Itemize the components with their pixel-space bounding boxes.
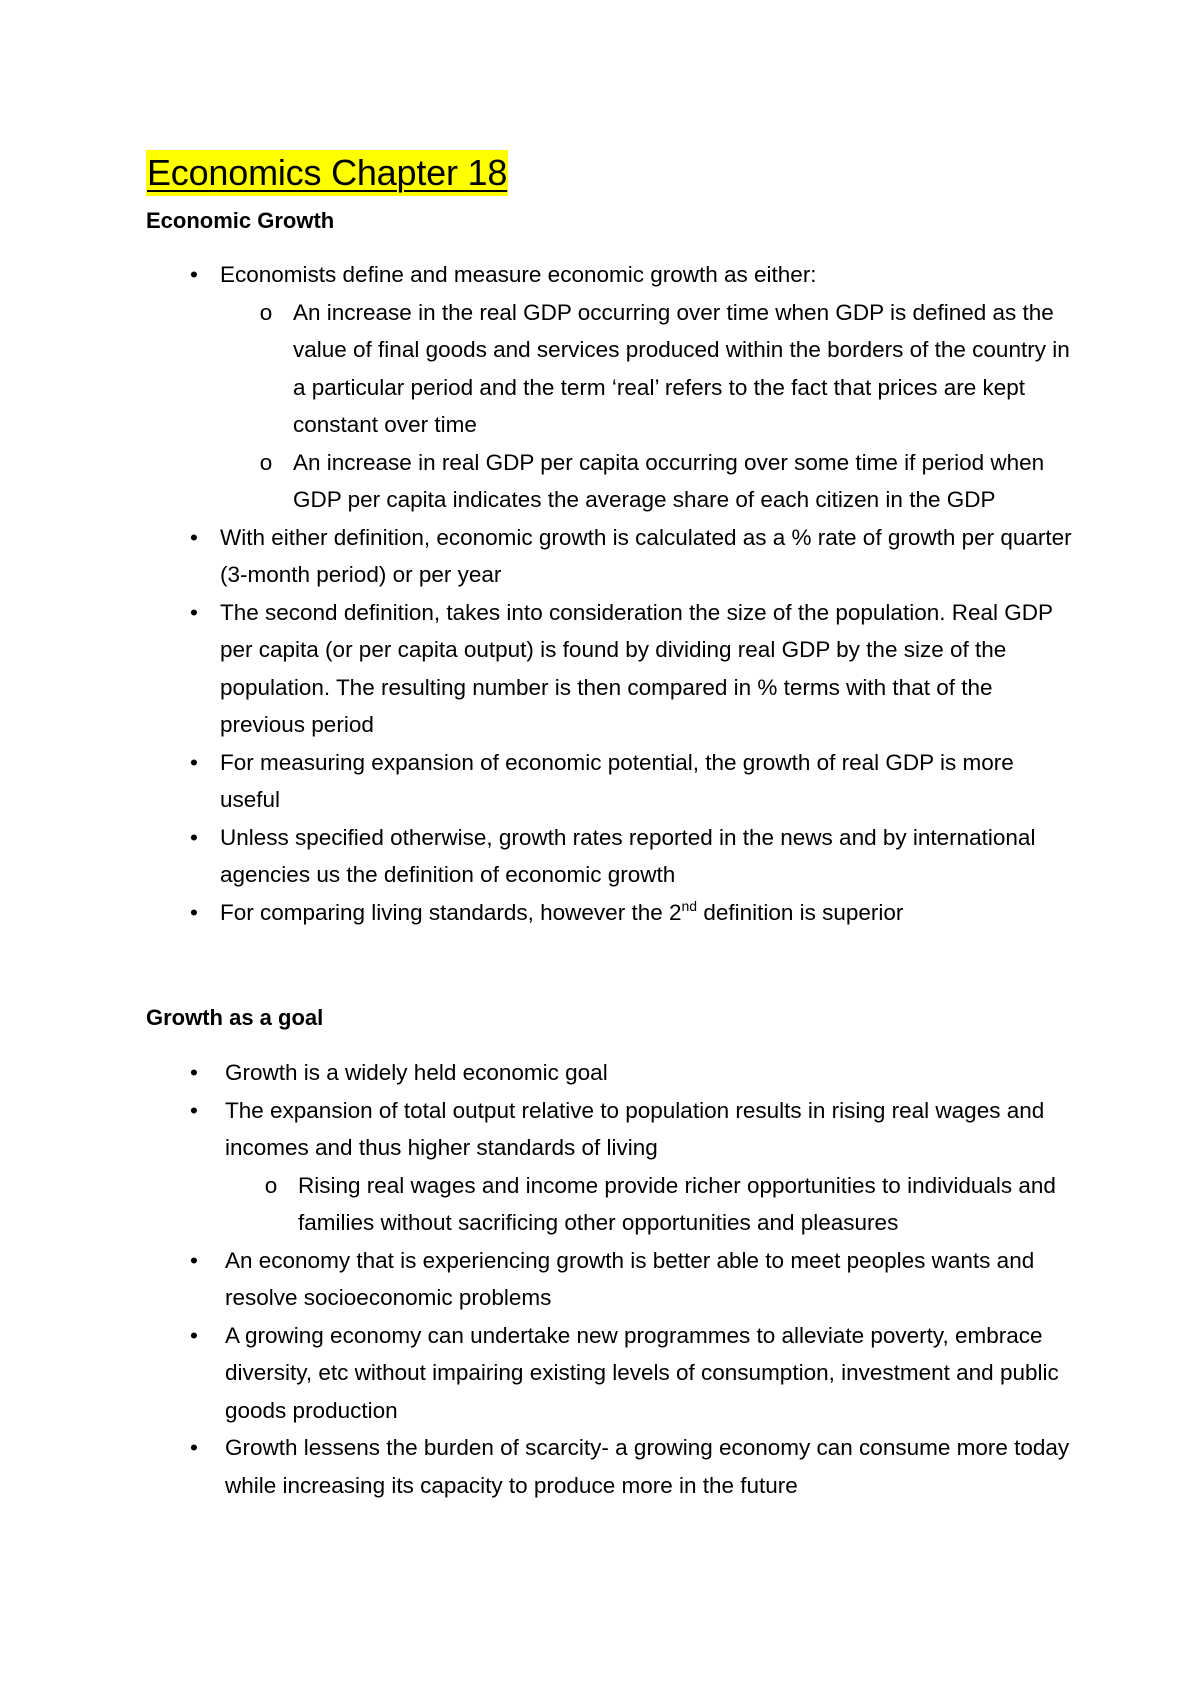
superscript: nd — [681, 897, 698, 914]
bullet-icon: • — [190, 599, 198, 625]
bullet-icon: • — [190, 749, 198, 775]
section-heading-growth-as-a-goal: Growth as a goal — [146, 1005, 324, 1030]
list-item-text: Unless specified otherwise, growth rates reported in the news and by international agencies us the definition of economic growth — [220, 824, 1036, 887]
bullet-icon: • — [190, 1097, 198, 1123]
list-item-text: Growth is a widely held economic goal — [225, 1060, 608, 1085]
list-item — [146, 1317, 1076, 1430]
page-title: Economics Chapter 18 — [146, 150, 508, 196]
list-item — [146, 1242, 1076, 1317]
bullet-icon: • — [190, 1247, 198, 1273]
list-item — [146, 819, 1076, 894]
sub-list-item-text: An increase in the real GDP occurring over time when GDP is defined as the value of final goods and services produced within the borders of the country in a particular period and the term ‘real’ refers to the fact that prices are kept constant over time — [293, 299, 1070, 437]
list-item — [146, 1429, 1076, 1504]
list-item-text: The second definition, takes into consideration the size of the population. Real GDP per capita (or per capita output) is found by dividing real GDP by the size of the population. The resulting number is then compared in % terms with that of the previous period — [220, 599, 1053, 737]
list-item — [146, 744, 1076, 819]
list-item-text: An economy that is experiencing growth is better able to meet peoples wants and resolve socioeconomic problems — [225, 1247, 1035, 1310]
list-item-text: For measuring expansion of economic potential, the growth of real GDP is more useful — [220, 749, 1014, 812]
list-item-text: For comparing living standards, however the 2nd definition is superior — [220, 897, 904, 925]
list-item-text: The expansion of total output relative to population results in rising real wages and incomes and thus higher standards of living — [225, 1097, 1045, 1160]
sub-list — [220, 294, 1076, 519]
list-item — [146, 894, 1076, 932]
hollow-bullet-icon: o — [264, 1172, 278, 1198]
sub-list-item-text: Rising real wages and income provide richer opportunities to individuals and families without sacrificing other opportunities and pleasures — [298, 1172, 1056, 1235]
list-item-text: A growing economy can undertake new programmes to alleviate poverty, embrace diversity, etc without impairing existing levels of consumption, investment and public goods production — [225, 1322, 1059, 1423]
sub-list-item — [220, 444, 1076, 519]
hollow-bullet-icon: o — [259, 299, 273, 325]
bullet-icon: • — [190, 1322, 198, 1348]
bullet-icon: • — [190, 1060, 198, 1085]
bullet-icon: • — [190, 1435, 198, 1460]
list-item — [146, 594, 1076, 744]
list-item-text: Growth lessens the burden of scarcity- a growing economy can consume more today while increasing its capacity to produce more in the future — [225, 1435, 1070, 1498]
sub-list-item — [225, 1167, 1076, 1242]
bullet-icon: • — [190, 262, 198, 287]
bullet-icon: • — [190, 524, 198, 550]
bullet-icon: • — [190, 899, 198, 925]
growth-as-a-goal-list — [146, 1054, 1076, 1504]
list-item — [146, 519, 1076, 594]
list-item-text: With either definition, economic growth is calculated as a % rate of growth per quarter (3-month period) or per year — [220, 524, 1072, 587]
list-item-text: Economists define and measure economic growth as either: — [220, 262, 817, 287]
sub-list-item — [220, 294, 1076, 444]
economic-growth-list — [146, 256, 1076, 931]
sub-list-item-text: An increase in real GDP per capita occurring over some time if period when GDP per capita indicates the average share of each citizen in the GDP — [293, 449, 1045, 512]
sub-list — [225, 1167, 1076, 1242]
list-item — [146, 256, 1076, 519]
bullet-icon: • — [190, 824, 198, 850]
hollow-bullet-icon: o — [259, 449, 273, 475]
list-item — [146, 1092, 1076, 1242]
list-item — [146, 1054, 1076, 1092]
section-heading-economic-growth: Economic Growth — [146, 208, 335, 233]
